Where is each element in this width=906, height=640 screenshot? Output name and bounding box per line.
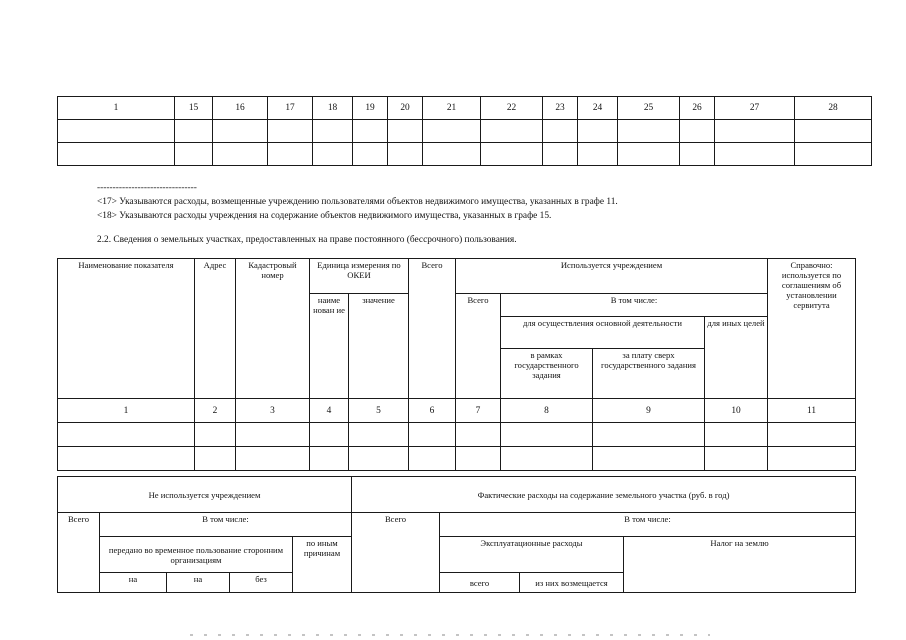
column-number: 23 — [543, 97, 578, 120]
column-number-row — [58, 399, 856, 423]
column-number: 15 — [175, 97, 213, 120]
header-operating-reimbursed: из них возмещается — [520, 573, 624, 593]
header-including: В том числе: — [501, 294, 768, 317]
header-not-used: Не используется учреждением — [58, 477, 352, 513]
footnote-18: <18> Указываются расходы учреждения на содержание объектов недвижимого имущества, указанных в графе 15. — [97, 211, 552, 221]
column-number: 16 — [213, 97, 268, 120]
column-number: 20 — [388, 97, 423, 120]
header-unit: Единица измерения по ОКЕИ — [310, 259, 409, 294]
table-cell[interactable] — [353, 143, 388, 166]
header-total-costs: Всего — [352, 513, 440, 593]
column-number: 19 — [353, 97, 388, 120]
table-cell[interactable] — [349, 423, 409, 447]
table-cell[interactable] — [313, 120, 353, 143]
table-cell[interactable] — [501, 423, 593, 447]
table-cell[interactable] — [58, 120, 175, 143]
column-number: 1 — [58, 399, 195, 423]
column-number: 24 — [578, 97, 618, 120]
table-cell[interactable] — [409, 423, 456, 447]
column-number: 6 — [409, 399, 456, 423]
table-cell[interactable] — [353, 120, 388, 143]
column-number: 26 — [680, 97, 715, 120]
table-cell[interactable] — [593, 447, 705, 471]
table-cell[interactable] — [680, 120, 715, 143]
column-number: 21 — [423, 97, 481, 120]
column-number: 17 — [268, 97, 313, 120]
table-cell[interactable] — [58, 423, 195, 447]
header-paid-above-task: за плату сверх государственного задания — [593, 349, 705, 399]
column-number: 25 — [618, 97, 680, 120]
table-cell[interactable] — [680, 143, 715, 166]
column-number: 11 — [768, 399, 856, 423]
table-cell[interactable] — [578, 120, 618, 143]
table-cell[interactable] — [593, 423, 705, 447]
header-total: Всего — [409, 259, 456, 399]
column-number-row — [58, 97, 872, 120]
header-state-task: в рамках государственного задания — [501, 349, 593, 399]
table-cell[interactable] — [578, 143, 618, 166]
usage-costs-table — [57, 476, 856, 593]
column-number: 4 — [310, 399, 349, 423]
column-number: 3 — [236, 399, 310, 423]
table-cell[interactable] — [268, 120, 313, 143]
table-cell[interactable] — [795, 120, 872, 143]
table-row — [58, 143, 872, 166]
column-number: 5 — [349, 399, 409, 423]
table-cell[interactable] — [349, 447, 409, 471]
table-cell[interactable] — [715, 120, 795, 143]
header-sub-a: на — [100, 573, 167, 593]
table-cell[interactable] — [768, 447, 856, 471]
header-operating-costs: Эксплуатационные расходы — [440, 537, 624, 573]
header-main-activity: для осуществления основной деятельности — [501, 317, 705, 349]
table-cell[interactable] — [543, 143, 578, 166]
table-cell[interactable] — [313, 143, 353, 166]
table-cell[interactable] — [423, 143, 481, 166]
header-sub-c: без — [230, 573, 293, 593]
table-cell[interactable] — [236, 423, 310, 447]
table-cell[interactable] — [423, 120, 481, 143]
header-sub-b: на — [167, 573, 230, 593]
table-cell[interactable] — [481, 120, 543, 143]
column-number: 8 — [501, 399, 593, 423]
column-number: 18 — [313, 97, 353, 120]
table-cell[interactable] — [236, 447, 310, 471]
table-cell[interactable] — [618, 120, 680, 143]
header-including-not-used: В том числе: — [100, 513, 352, 537]
table-cell[interactable] — [768, 423, 856, 447]
column-number: 27 — [715, 97, 795, 120]
land-plots-table — [57, 258, 856, 471]
header-land-tax: Налог на землю — [624, 537, 856, 593]
header-indicator: Наименование показателя — [58, 259, 195, 399]
header-cadastral: Кадастровый номер — [236, 259, 310, 399]
table-row — [58, 447, 856, 471]
scan-artifact — [190, 634, 710, 636]
header-including-costs: В том числе: — [440, 513, 856, 537]
header-actual-costs: Фактические расходы на содержание земельного участка (руб. в год) — [352, 477, 856, 513]
table-cell[interactable] — [58, 143, 175, 166]
section-title: 2.2. Сведения о земельных участках, предоставленных на праве постоянного (бессрочного) пользования. — [97, 235, 517, 245]
header-used-total: Всего — [456, 294, 501, 399]
table-cell[interactable] — [388, 143, 423, 166]
table-cell[interactable] — [705, 447, 768, 471]
header-operating-total: всего — [440, 573, 520, 593]
column-number: 7 — [456, 399, 501, 423]
column-number: 2 — [195, 399, 236, 423]
table-cell[interactable] — [58, 447, 195, 471]
table-cell[interactable] — [213, 120, 268, 143]
column-number: 10 — [705, 399, 768, 423]
header-temporary-use: передано во временное пользование сторонним организациям — [100, 537, 293, 573]
columns-table — [57, 96, 872, 166]
table-row — [58, 120, 872, 143]
footnote-17: <17> Указываются расходы, возмещенные учреждению пользователями объектов недвижимого имущества, указанных в графе 11. — [97, 197, 618, 207]
header-unit-value: значение — [349, 294, 409, 399]
table-cell[interactable] — [195, 423, 236, 447]
table-cell[interactable] — [456, 447, 501, 471]
table-cell[interactable] — [481, 143, 543, 166]
table-cell[interactable] — [715, 143, 795, 166]
table-cell[interactable] — [705, 423, 768, 447]
header-unit-name: наиме нован ие — [310, 294, 349, 399]
table-cell[interactable] — [409, 447, 456, 471]
table-cell[interactable] — [310, 447, 349, 471]
table-cell[interactable] — [795, 143, 872, 166]
table-cell[interactable] — [175, 143, 213, 166]
footnote-separator: -------------------------------- — [97, 183, 197, 193]
table-cell[interactable] — [388, 120, 423, 143]
table-cell[interactable] — [213, 143, 268, 166]
table-cell[interactable] — [310, 423, 349, 447]
column-number: 9 — [593, 399, 705, 423]
table-cell[interactable] — [175, 120, 213, 143]
column-number: 28 — [795, 97, 872, 120]
table-cell[interactable] — [268, 143, 313, 166]
table-cell[interactable] — [618, 143, 680, 166]
header-used: Используется учреждением — [456, 259, 768, 294]
table-row — [58, 423, 856, 447]
table-cell[interactable] — [195, 447, 236, 471]
table-cell[interactable] — [456, 423, 501, 447]
table-cell[interactable] — [543, 120, 578, 143]
column-number: 22 — [481, 97, 543, 120]
header-total-not-used: Всего — [58, 513, 100, 593]
table-cell[interactable] — [501, 447, 593, 471]
header-reference: Справочно: используется по соглашениям об установлении сервитута — [768, 259, 856, 399]
header-other-reasons: по иным причинам — [293, 537, 352, 593]
header-address: Адрес — [195, 259, 236, 399]
column-number: 1 — [58, 97, 175, 120]
header-other-purposes: для иных целей — [705, 317, 768, 399]
